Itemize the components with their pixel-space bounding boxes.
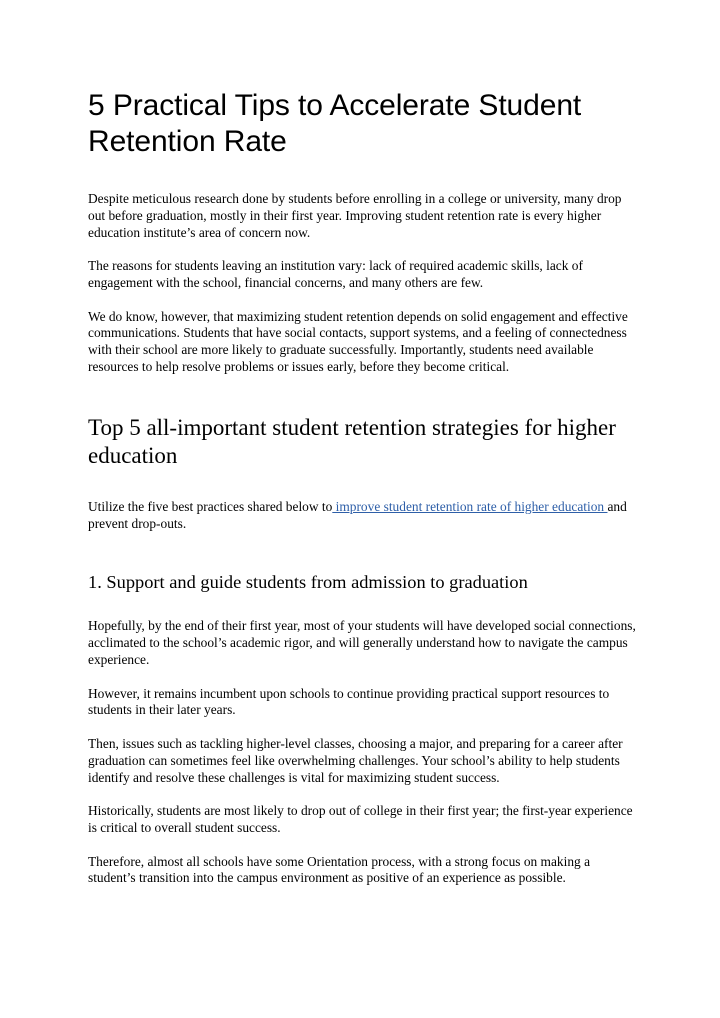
subsection-paragraph-1: Hopefully, by the end of their first year, most of your students will have developed social connections, acclimated to the school’s academic rigor, and will generally understand how to navigate the campus experience. xyxy=(88,618,636,667)
section-intro-text-before: Utilize the five best practices shared below to xyxy=(88,498,333,514)
subsection-paragraph-2: However, it remains incumbent upon schools to continue providing practical support resources to students in their later years. xyxy=(88,685,610,718)
section-intro-text-after: and prevent drop-outs. xyxy=(88,498,627,531)
subsection-heading: 1. Support and guide students from admission to graduation xyxy=(88,572,528,593)
section-intro-paragraph xyxy=(88,499,636,533)
document-title: 5 Practical Tips to Accelerate Student Retention Rate xyxy=(88,89,582,158)
subsection-paragraph-4: Historically, students are most likely to drop out of college in their first year; the first-year experience is critical to overall student success. xyxy=(88,803,633,835)
intro-paragraph-2: The reasons for students leaving an institution vary: lack of required academic skills, lack of engagement with the school, financial concerns, and many others are few. xyxy=(88,258,583,290)
document-content xyxy=(88,88,636,904)
subsection-paragraph-5: Therefore, almost all schools have some Orientation process, with a strong focus on making a student’s transition into the campus environment as positive of an experience as possible. xyxy=(88,853,591,886)
retention-rate-link[interactable]: improve student retention rate of higher education xyxy=(332,498,608,514)
intro-paragraph-3: We do know, however, that maximizing student retention depends on solid engagement and effective communications. Students that have social contacts, support systems, and a feeling of connectedness with their school are more likely to graduate successfully. Importantly, students need available resources to help resolve problems or issues early, before they become critical. xyxy=(88,308,628,374)
section-heading: Top 5 all-important student retention strategies for higher education xyxy=(88,414,616,468)
intro-paragraph-1: Despite meticulous research done by students before enrolling in a college or university, many drop out before graduation, mostly in their first year. Improving student retention rate is every higher education institute’s area of concern now. xyxy=(88,191,622,240)
subsection-paragraph-3: Then, issues such as tackling higher-level classes, choosing a major, and preparing for a career after graduation can sometimes feel like overwhelming challenges. Your school’s ability to help students identify and resolve these challenges is vital for maximizing student success. xyxy=(88,735,623,785)
